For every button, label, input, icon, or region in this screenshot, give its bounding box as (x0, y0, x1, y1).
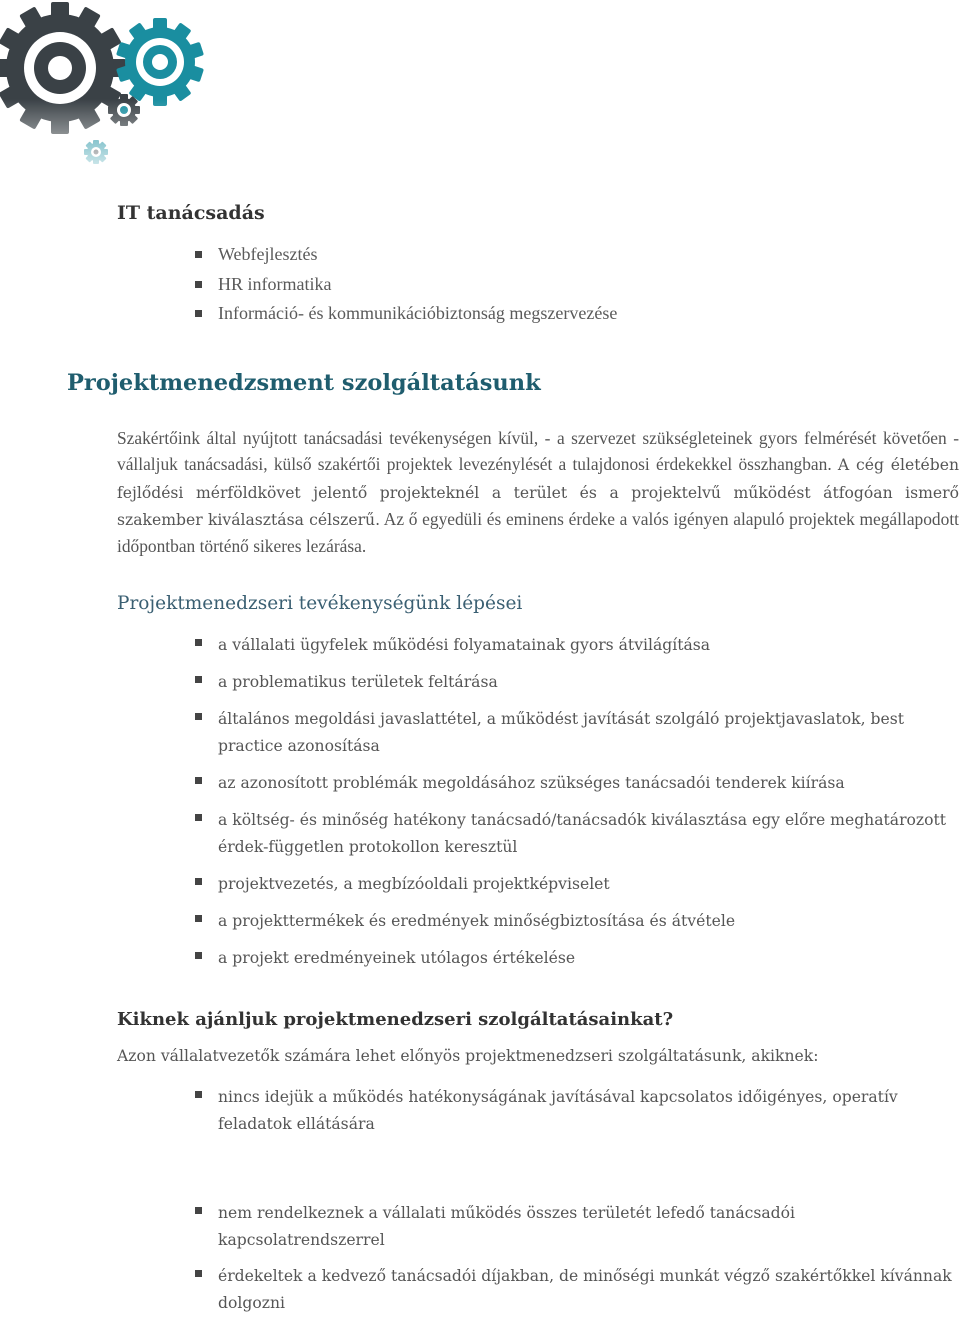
pm-section-heading: Projektmenedzsment szolgáltatásunk (67, 370, 541, 396)
list-item-text: projektvezetés, a megbízóoldali projektképviselet (218, 875, 610, 893)
list-item-text: a projekt eredményeinek utólagos értékelése (218, 949, 576, 967)
list-item (193, 945, 953, 972)
list-item-text: HR informatika (218, 273, 332, 294)
list-item (193, 871, 953, 898)
square-bullet-icon (195, 639, 202, 646)
square-bullet-icon (195, 676, 202, 683)
target-list-continued (193, 1200, 953, 1326)
steps-list (193, 632, 953, 982)
list-item-text: nincs idejük a működés hatékonyságának javításával kapcsolatos időigényes, operatív feladatok ellátására (218, 1088, 898, 1133)
list-item-text: általános megoldási javaslattétel, a működést javítását szolgáló projektjavaslatok, best practice azonosítása (218, 710, 905, 755)
list-item (193, 1084, 953, 1137)
square-bullet-icon (195, 713, 202, 720)
list-item-text: a költség- és minőség hatékony tanácsadó/tanácsadók kiválasztása egy előre meghatározott érdek-független protokollon keresztül (218, 811, 947, 856)
pm-intro-part3: Az ő egyedüli és eminens érdeke a valós igényen alapuló projektek megállapodott időpontban történő sikeres lezárása. (117, 508, 959, 557)
gears-logo (0, 0, 230, 180)
square-bullet-icon (195, 281, 202, 288)
list-item (193, 770, 953, 797)
square-bullet-icon (195, 952, 202, 959)
square-bullet-icon (195, 777, 202, 784)
square-bullet-icon (195, 1207, 202, 1214)
list-item (193, 1200, 953, 1253)
square-bullet-icon (195, 1270, 202, 1277)
target-intro: Azon vállalatvezetők számára lehet előnyös projektmenedzseri szolgáltatásunk, akiknek: (117, 1047, 819, 1065)
list-item (193, 807, 953, 861)
pm-intro-part1: Szakértőink által nyújtott tanácsadási tevékenységen kívül, - a szervezet szükségleteinek gyors felmérését követően - vállaljuk tanácsadási, külső szakértői projektek levezénylését a tulajdonosi érdekekkel összhangban. (117, 428, 959, 475)
list-item (193, 706, 953, 760)
list-item-text: Információ- és kommunikációbiztonság megszervezése (218, 303, 618, 323)
list-item (193, 302, 617, 332)
list-item-text: a projekttermékek és eredmények minőségbiztosítása és átvétele (218, 912, 736, 930)
list-item-text: a vállalati ügyfelek működési folyamatainak gyors átvilágítása (218, 636, 711, 654)
list-item (193, 243, 617, 273)
list-item (193, 908, 953, 935)
square-bullet-icon (195, 814, 202, 821)
it-section-heading: IT tanácsadás (117, 202, 265, 224)
square-bullet-icon (195, 915, 202, 922)
list-item-text: érdekeltek a kedvező tanácsadói díjakban, de minőségi munkát végző szakértőkkel kívánnak dolgozni (218, 1267, 952, 1312)
list-item (193, 273, 617, 303)
list-item (193, 1263, 953, 1316)
target-section-heading: Kiknek ajánljuk projektmenedzseri szolgáltatásainkat? (117, 1009, 674, 1030)
list-item (193, 669, 953, 696)
list-item (193, 632, 953, 659)
list-item-text: nem rendelkeznek a vállalati működés összes területét lefedő tanácsadói kapcsolatrendszerrel (218, 1204, 796, 1249)
list-item-text: Webfejlesztés (218, 244, 318, 264)
square-bullet-icon (195, 878, 202, 885)
list-item-text: a problematikus területek feltárása (218, 673, 498, 691)
list-item-text: az azonosított problémák megoldásához szükséges tanácsadói tenderek kiírása (218, 774, 845, 792)
square-bullet-icon (195, 1091, 202, 1098)
square-bullet-icon (195, 310, 202, 317)
square-bullet-icon (195, 251, 202, 258)
steps-section-heading: Projektmenedzseri tevékenységünk lépései (117, 593, 523, 614)
target-list (193, 1084, 953, 1137)
pm-intro-paragraph (117, 425, 959, 559)
it-services-list (193, 243, 617, 332)
pm-intro-part2: A cég életében fejlődési mérföldkövet jelentő projekteknél a terület és a projektelvű működést átfogóan ismerő szakember kiválasztása célszerű. (117, 456, 959, 529)
